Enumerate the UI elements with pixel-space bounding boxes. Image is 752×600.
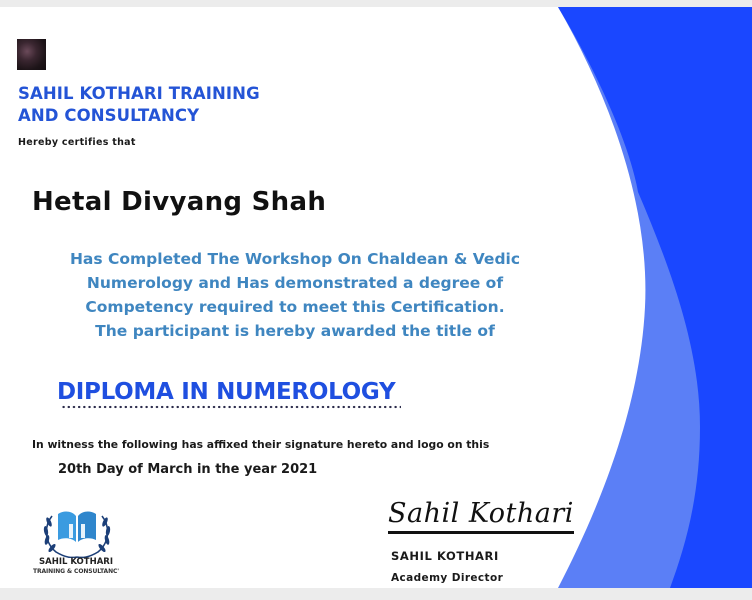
recipient-name: Hetal Divyang Shah [32,187,327,217]
organization-name [18,83,260,127]
signature-script: Sahil Kothari [388,497,574,534]
award-title: DIPLOMA IN NUMEROLOGY [57,379,396,405]
organization-name-line2: AND CONSULTANCY [18,106,200,125]
certifies-text: Hereby certifies that [18,137,136,148]
profile-photo [17,39,46,70]
body-line: The participant is hereby awarded the title of [95,322,495,340]
logo-name: SAHIL KOTHARI [39,557,113,567]
logo-subtitle: TRAINING & CONSULTANC' [32,568,120,575]
signer-name: SAHIL KOTHARI [391,549,499,563]
organization-logo [22,502,132,582]
certificate [0,7,752,588]
body-line: Competency required to meet this Certification. [85,298,505,316]
organization-name-line1: SAHIL KOTHARI TRAINING [18,84,260,103]
witness-text: In witness the following has affixed their signature hereto and logo on this [32,438,490,451]
open-book-laurel-icon [22,502,132,558]
signer-role: Academy Director [391,572,504,584]
dotted-underline [61,405,401,409]
body-line: Has Completed The Workshop On Chaldean & Vedic [69,250,521,268]
certificate-body [30,247,560,343]
issue-date: 20th Day of March in the year 2021 [58,462,318,477]
body-line: Numerology and Has demonstrated a degree of [86,274,504,292]
